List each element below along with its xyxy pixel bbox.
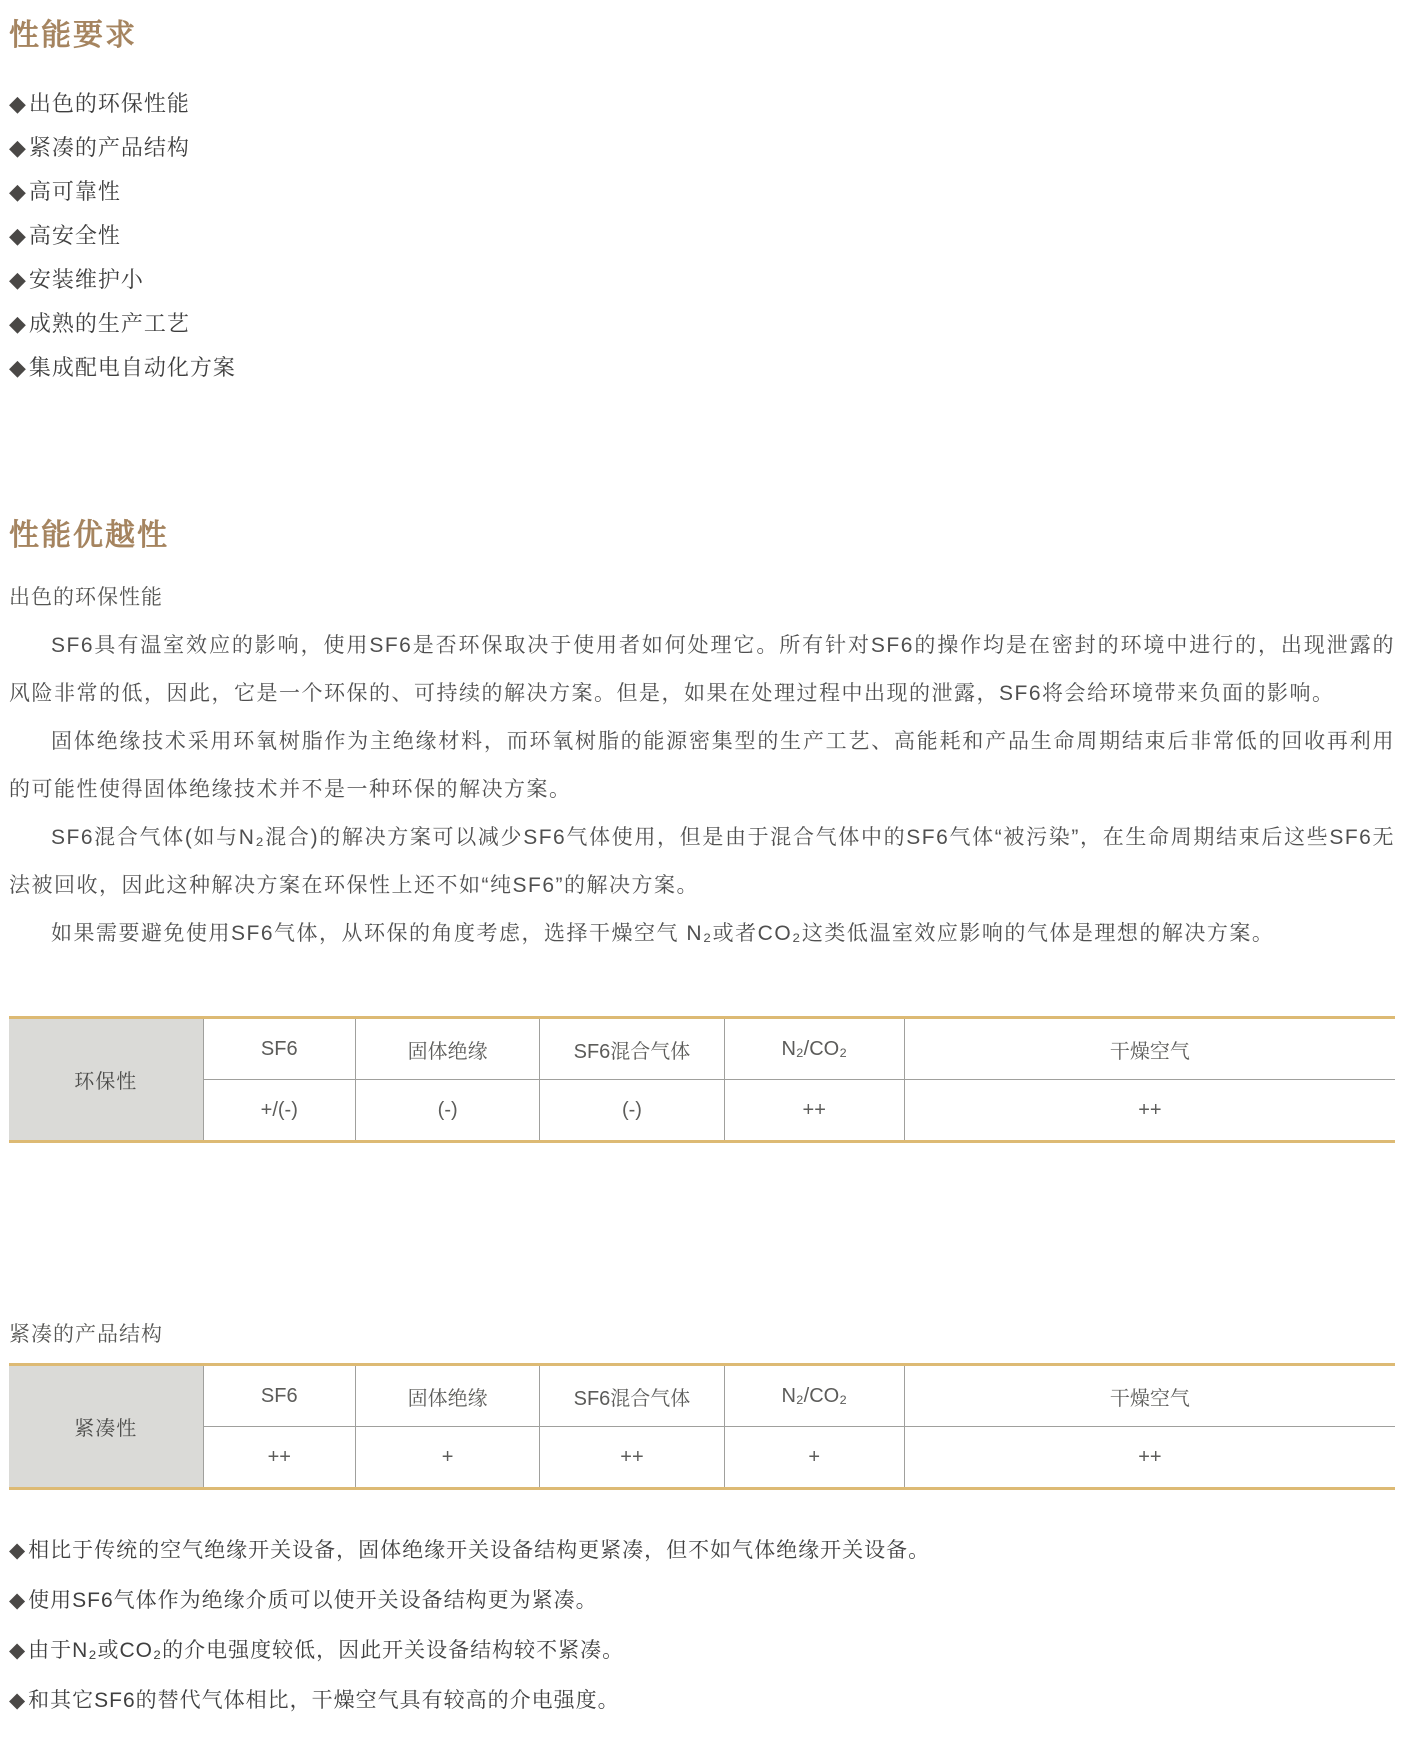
note-text: 相比于传统的空气绝缘开关设备，固体绝缘开关设备结构更紧凑，但不如气体绝缘开关设备。 [28, 1539, 931, 1562]
requirement-text: 高可靠性 [28, 179, 121, 204]
table-row-label: 紧凑性 [9, 1365, 203, 1489]
requirements-list [9, 82, 1395, 390]
table-value-row [9, 1080, 1395, 1142]
requirement-text: 安装维护小 [28, 267, 144, 292]
list-item [9, 258, 1395, 302]
document-page [0, 18, 1404, 1757]
column-header: N₂/CO₂ [724, 1365, 904, 1427]
table-cell: ++ [904, 1427, 1395, 1489]
paragraph: 如果需要避免使用SF6气体，从环保的角度考虑，选择干燥空气 N₂或者CO₂这类低温室效应影响的气体是理想的解决方案。 [51, 922, 1275, 945]
column-header: SF6混合气体 [540, 1018, 724, 1080]
diamond-bullet-icon: ◆ [9, 311, 27, 336]
column-header: N₂/CO₂ [724, 1018, 904, 1080]
paragraph: SF6具有温室效应的影响，使用SF6是否环保取决于使用者如何处理它。所有针对SF6的操作均是在密封的环境中进行的，出现泄露的风险非常的低，因此，它是一个环保的、可持续的解决方案。但是，如果在处理过程中出现的泄露，SF6将会给环境带来负面的影响。 [9, 634, 1395, 705]
list-item [9, 1626, 1395, 1676]
requirement-text: 紧凑的产品结构 [28, 135, 190, 160]
diamond-bullet-icon: ◆ [9, 223, 27, 248]
requirement-text: 出色的环保性能 [28, 91, 190, 116]
column-header: SF6 [203, 1018, 355, 1080]
list-item [9, 126, 1395, 170]
column-header: 固体绝缘 [355, 1018, 539, 1080]
diamond-bullet-icon: ◆ [9, 1639, 27, 1662]
table-cell: ++ [904, 1080, 1395, 1142]
diamond-bullet-icon: ◆ [9, 135, 27, 160]
column-header: 干燥空气 [904, 1018, 1395, 1080]
section-title-performance-requirements: 性能要求 [9, 19, 137, 52]
table-header-row [9, 1018, 1395, 1080]
list-item [9, 214, 1395, 258]
requirement-text: 成熟的生产工艺 [28, 311, 190, 336]
list-item [9, 346, 1395, 390]
table-cell: + [355, 1427, 539, 1489]
column-header: 干燥空气 [904, 1365, 1395, 1427]
diamond-bullet-icon: ◆ [9, 267, 27, 292]
column-header: SF6 [203, 1365, 355, 1427]
table-header-row [9, 1365, 1395, 1427]
paragraph: 固体绝缘技术采用环氧树脂作为主绝缘材料，而环氧树脂的能源密集型的生产工艺、高能耗和产品生命周期结束后非常低的回收再利用的可能性使得固体绝缘技术并不是一种环保的解决方案。 [9, 730, 1395, 801]
subsection-title-compact-structure: 紧凑的产品结构 [9, 1323, 163, 1346]
diamond-bullet-icon: ◆ [9, 1689, 27, 1712]
table-cell: ++ [540, 1427, 724, 1489]
list-item [9, 302, 1395, 346]
table-cell: (-) [355, 1080, 539, 1142]
table-value-row [9, 1427, 1395, 1489]
table-row-label: 环保性 [9, 1018, 203, 1142]
compactness-comparison-table [9, 1363, 1395, 1490]
list-item [9, 82, 1395, 126]
table-cell: ++ [724, 1080, 904, 1142]
eco-performance-paragraphs [9, 622, 1395, 958]
column-header: SF6混合气体 [540, 1365, 724, 1427]
paragraph: SF6混合气体(如与N₂混合)的解决方案可以减少SF6气体使用，但是由于混合气体中的SF6气体“被污染”，在生命周期结束后这些SF6无法被回收，因此这种解决方案在环保性上还不如“纯SF6”的解决方案。 [9, 826, 1395, 897]
diamond-bullet-icon: ◆ [9, 355, 27, 380]
requirement-text: 集成配电自动化方案 [28, 355, 236, 380]
table-cell: + [724, 1427, 904, 1489]
table-cell: ++ [203, 1427, 355, 1489]
note-text: 使用SF6气体作为绝缘介质可以使开关设备结构更为紧凑。 [28, 1589, 598, 1612]
list-item [9, 1576, 1395, 1626]
table-cell: +/(-) [203, 1080, 355, 1142]
compactness-notes-list [9, 1526, 1395, 1726]
column-header: 固体绝缘 [355, 1365, 539, 1427]
note-text: 和其它SF6的替代气体相比，干燥空气具有较高的介电强度。 [28, 1689, 620, 1712]
subsection-title-eco-performance: 出色的环保性能 [9, 586, 163, 609]
diamond-bullet-icon: ◆ [9, 1589, 27, 1612]
list-item [9, 1526, 1395, 1576]
diamond-bullet-icon: ◆ [9, 179, 27, 204]
requirement-text: 高安全性 [28, 223, 121, 248]
diamond-bullet-icon: ◆ [9, 91, 27, 116]
note-text: 由于N₂或CO₂的介电强度较低，因此开关设备结构较不紧凑。 [28, 1639, 625, 1662]
table-cell: (-) [540, 1080, 724, 1142]
list-item [9, 170, 1395, 214]
list-item [9, 1676, 1395, 1726]
eco-comparison-table [9, 1016, 1395, 1143]
diamond-bullet-icon: ◆ [9, 1539, 27, 1562]
section-title-performance-superiority: 性能优越性 [9, 519, 169, 552]
